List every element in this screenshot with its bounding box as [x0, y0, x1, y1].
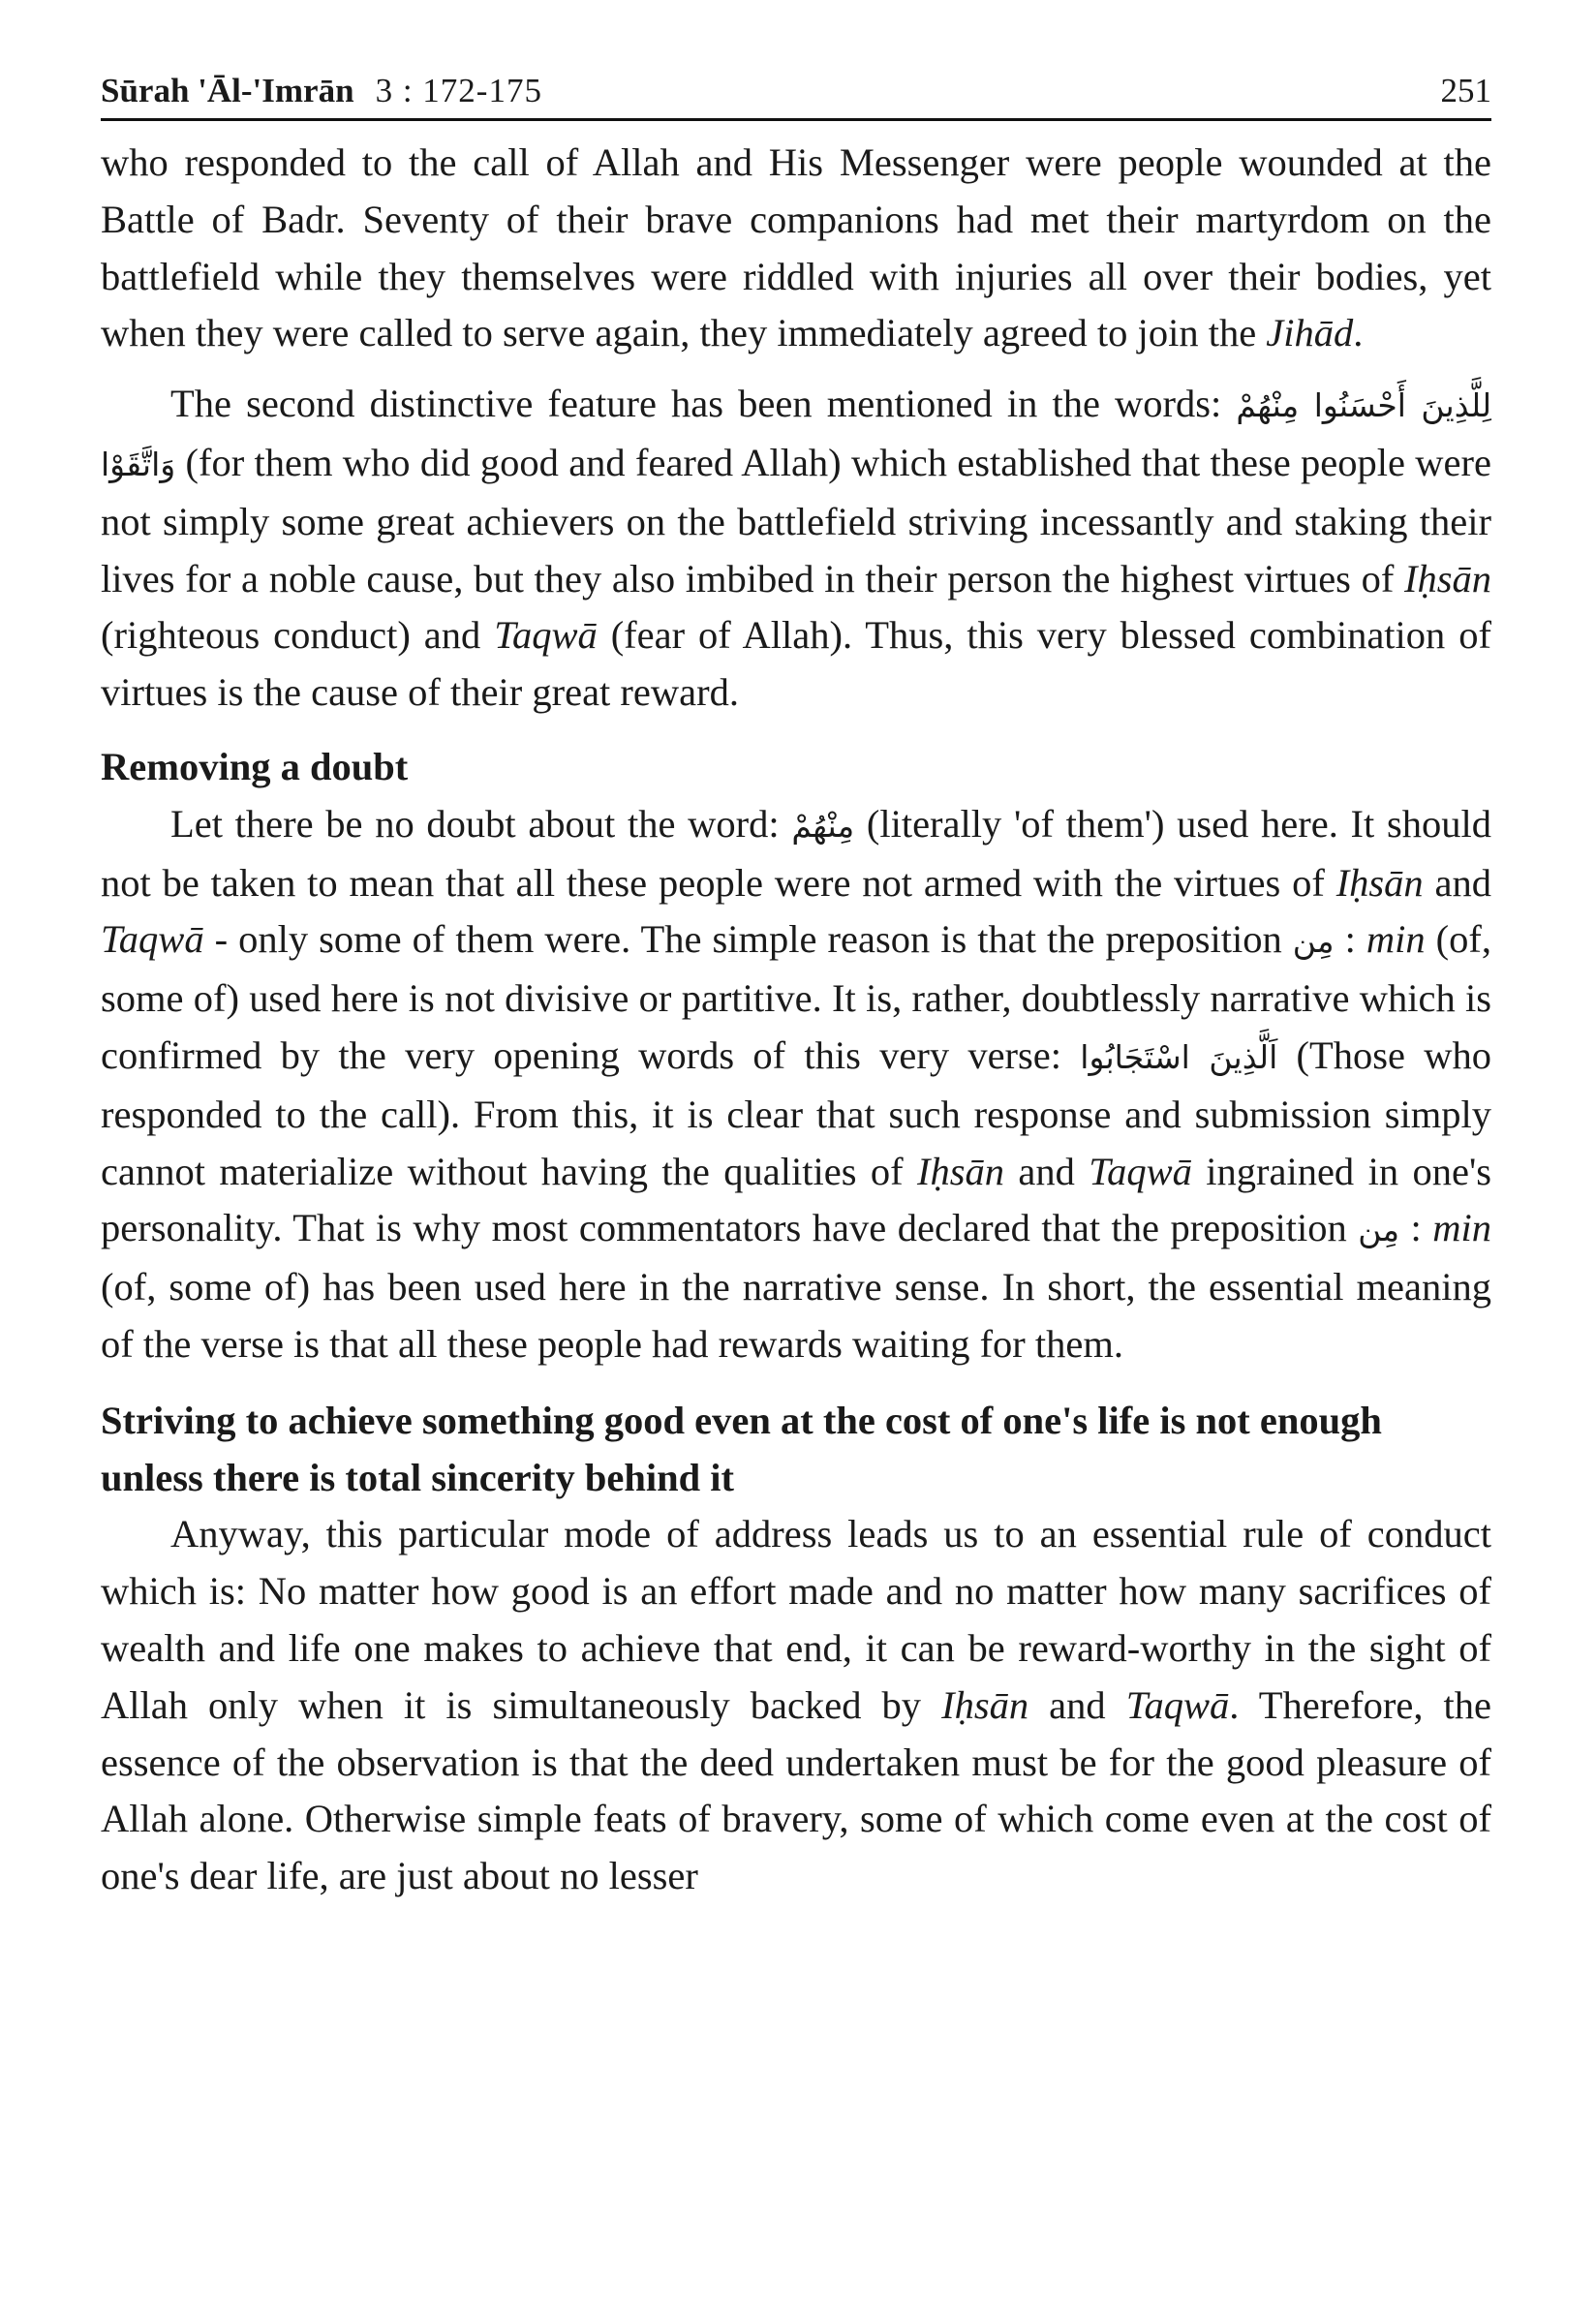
- term-jihad: Jihād: [1266, 311, 1354, 355]
- paragraph-3: [101, 796, 1491, 1373]
- term-ihsan: Iḥsān: [1404, 556, 1491, 601]
- arabic-phrase: لِلَّذِينَ أَحْسَنُوا مِنْهُمْ وَاتَّقَوْا: [101, 386, 1491, 483]
- arabic-word: مِن: [1358, 1211, 1400, 1249]
- text-run: Anyway, this particular mode of address leads us to an essential rule of conduct which is: No matter how good is an effort made and no matter how many sacrifices of wealth and life one makes to achieve that end, it can be reward-worthy in the sight of Allah only when it is simultaneously backed by: [101, 1512, 1491, 1727]
- term-taqwa: Taqwā: [494, 613, 598, 658]
- arabic-word: مِنْهُمْ: [791, 806, 855, 845]
- surah-title: Sūrah 'Āl-'Imrān: [101, 72, 354, 109]
- term-min: min: [1432, 1206, 1491, 1250]
- text-run: and: [1004, 1149, 1090, 1193]
- running-head: [101, 62, 1491, 110]
- text-run: :: [1334, 917, 1366, 962]
- term-ihsan: Iḥsān: [941, 1682, 1029, 1727]
- text-run: (for them who did good and feared Allah) which established that these people were not simply some great achievers on the battlefield striving incessantly and staking their lives for a noble cause, but they also imbibed in their person the highest virtues of: [101, 440, 1491, 601]
- text-run: (of, some of) has been used here in the narrative sense. In short, the essential meaning of the verse is that all these people had rewards waiting for them.: [101, 1265, 1491, 1366]
- running-head-left: [101, 72, 542, 110]
- text-run: (Those who responded to the call). From this, it is clear that such response and submission simply cannot materialize without having the qualities of: [101, 1032, 1492, 1193]
- term-ihsan: Iḥsān: [917, 1149, 1004, 1193]
- header-rule: [101, 118, 1491, 121]
- arabic-phrase: اَلَّذِينَ اسْتَجَابُوا: [1080, 1037, 1278, 1076]
- paragraph-4: [101, 1506, 1491, 1905]
- paragraph-2: [101, 376, 1491, 722]
- text-run: and: [1423, 860, 1491, 905]
- page-body: [101, 135, 1491, 1905]
- arabic-word: مِن: [1292, 922, 1335, 961]
- verse-reference: 3 : 172-175: [375, 72, 542, 109]
- term-taqwa: Taqwā: [101, 917, 204, 962]
- section-heading-removing-doubt: Removing a doubt: [101, 744, 409, 788]
- term-taqwa: Taqwā: [1125, 1682, 1230, 1727]
- text-run: .: [1353, 311, 1364, 355]
- text-run: (righteous conduct) and: [101, 613, 495, 658]
- paragraph-1: [101, 135, 1491, 362]
- term-min: min: [1366, 917, 1426, 962]
- text-run: . Therefore, the essence of the observation is that the deed undertaken must be for the good pleasure of Allah alone. Otherwise simple feats of bravery, some of which come even at the cost of one's dear life, are just about no lesser: [101, 1682, 1492, 1898]
- term-ihsan: Iḥsān: [1335, 860, 1424, 905]
- text-run: :: [1399, 1206, 1433, 1250]
- text-run: and: [1028, 1682, 1126, 1727]
- text-run: - only some of them were. The simple reason is that the preposition: [203, 917, 1293, 962]
- text-run: who responded to the call of Allah and His Messenger were people wounded at the Battle of Badr. Seventy of their brave companions had met their martyrdom on the battlefield while they themselves were riddled with injuries all over their bodies, yet when they were called to serve again, they immediately agreed to join the: [101, 140, 1491, 355]
- text-run: (of, some of) used here is not divisive or partitive. It is, rather, doubtlessly narrative which is confirmed by the very opening words of this very verse:: [101, 917, 1491, 1077]
- section-heading-striving: Striving to achieve something good even at the cost of one's life is not enough unless there is total sincerity behind it: [101, 1398, 1382, 1499]
- text-run: (fear of Allah). Thus, this very blessed combination of virtues is the cause of their great reward.: [101, 613, 1491, 715]
- text-run: ingrained in one's personality. That is why most commentators have declared that the preposition: [101, 1149, 1491, 1250]
- text-run: Let there be no doubt about the word:: [170, 801, 792, 846]
- page-number: 251: [1440, 72, 1491, 109]
- text-run: (literally 'of them') used here. It should not be taken to mean that all these people were not armed with the virtues of: [101, 801, 1491, 905]
- term-taqwa: Taqwā: [1089, 1149, 1192, 1193]
- text-run: The second distinctive feature has been mentioned in the words:: [170, 382, 1237, 426]
